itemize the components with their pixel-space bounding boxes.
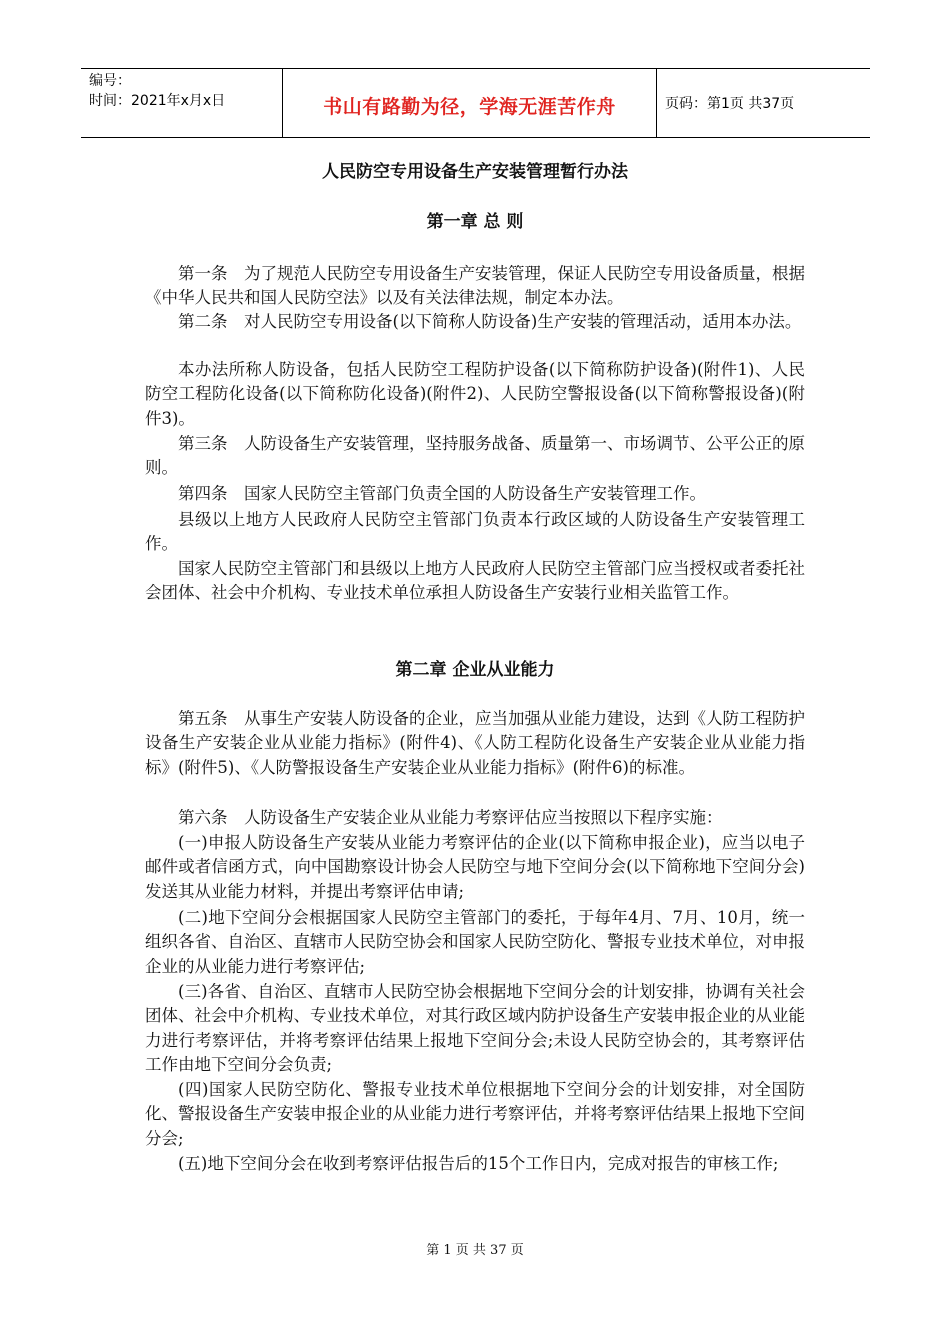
paragraph: 本办法所称人防设备，包括人民防空工程防护设备(以下简称防护设备)(附件1)、人民防空工程防化设备(以下简称防化设备)(附件2)、人民防空警报设备(以下简称警报设备)(附件3)。 xyxy=(145,360,805,428)
motto: 书山有路勤为径，学海无涯苦作舟 xyxy=(323,96,616,118)
header-meta-cell xyxy=(81,69,282,137)
header-motto-cell xyxy=(282,69,657,137)
paragraph: 第四条 国家人民防空主管部门负责全国的人防设备生产安装管理工作。 xyxy=(178,484,706,503)
chapter-2-heading: 第二章 企业从业能力 xyxy=(395,660,555,680)
page-footer: 第 1 页 共 37 页 xyxy=(426,1243,524,1258)
number-label: 编号： xyxy=(89,73,131,89)
document-title: 人民防空专用设备生产安装管理暂行办法 xyxy=(322,162,628,182)
document-header xyxy=(81,68,870,138)
time-label: 时间：2021年x月x日 xyxy=(89,93,226,109)
paragraph: 第一条 为了规范人民防空专用设备生产安装管理，保证人民防空专用设备质量，根据《中华人民共和国人民防空法》以及有关法律法规，制定本办法。 xyxy=(145,264,805,308)
chapter-1-heading: 第一章 总 则 xyxy=(426,212,524,232)
paragraph: (三)各省、自治区、直辖市人民防空协会根据地下空间分会的计划安排，协调有关社会团体、社会中介机构、专业技术单位，对其行政区域内防护设备生产安装申报企业的从业能力进行考察评估，并将考察评估结果上报地下空间分会;未设人民防空协会的，其考察评估工作由地下空间分会负责; xyxy=(145,982,805,1075)
paragraph: (二)地下空间分会根据国家人民防空主管部门的委托，于每年4月、7月、10月，统一组织各省、自治区、直辖市人民防空协会和国家人民防空防化、警报专业技术单位，对申报企业的从业能力进行考察评估; xyxy=(145,908,805,976)
paragraph: (四)国家人民防空防化、警报专业技术单位根据地下空间分会的计划安排，对全国防化、警报设备生产安装申报企业的从业能力进行考察评估，并将考察评估结果上报地下空间分会; xyxy=(145,1080,805,1148)
paragraph: 第五条 从事生产安装人防设备的企业，应当加强从业能力建设，达到《人防工程防护设备生产安装企业从业能力指标》(附件4)、《人防工程防化设备生产安装企业从业能力指标》(附件5)、《人防警报设备生产安装企业从业能力指标》(附件6)的标准。 xyxy=(145,709,805,777)
paragraph: (一)申报人防设备生产安装从业能力考察评估的企业(以下简称申报企业)，应当以电子邮件或者信函方式，向中国勘察设计协会人民防空与地下空间分会(以下简称地下空间分会)发送其从业能力材料，并提出考察评估申请; xyxy=(145,833,805,901)
paragraph: 第三条 人防设备生产安装管理，坚持服务战备、质量第一、市场调节、公平公正的原则。 xyxy=(145,434,805,478)
paragraph: 第六条 人防设备生产安装企业从业能力考察评估应当按照以下程序实施： xyxy=(178,808,723,827)
page-label: 页码：第1页 共37页 xyxy=(665,96,795,112)
paragraph: 县级以上地方人民政府人民防空主管部门负责本行政区域的人防设备生产安装管理工作。 xyxy=(145,510,805,554)
paragraph: 第二条 对人民防空专用设备(以下简称人防设备)生产安装的管理活动，适用本办法。 xyxy=(178,312,802,331)
paragraph: (五)地下空间分会在收到考察评估报告后的15个工作日内，完成对报告的审核工作; xyxy=(178,1154,779,1173)
paragraph: 国家人民防空主管部门和县级以上地方人民政府人民防空主管部门应当授权或者委托社会团体、社会中介机构、专业技术单位承担人防设备生产安装行业相关监管工作。 xyxy=(145,559,805,603)
header-page-cell xyxy=(656,69,870,137)
